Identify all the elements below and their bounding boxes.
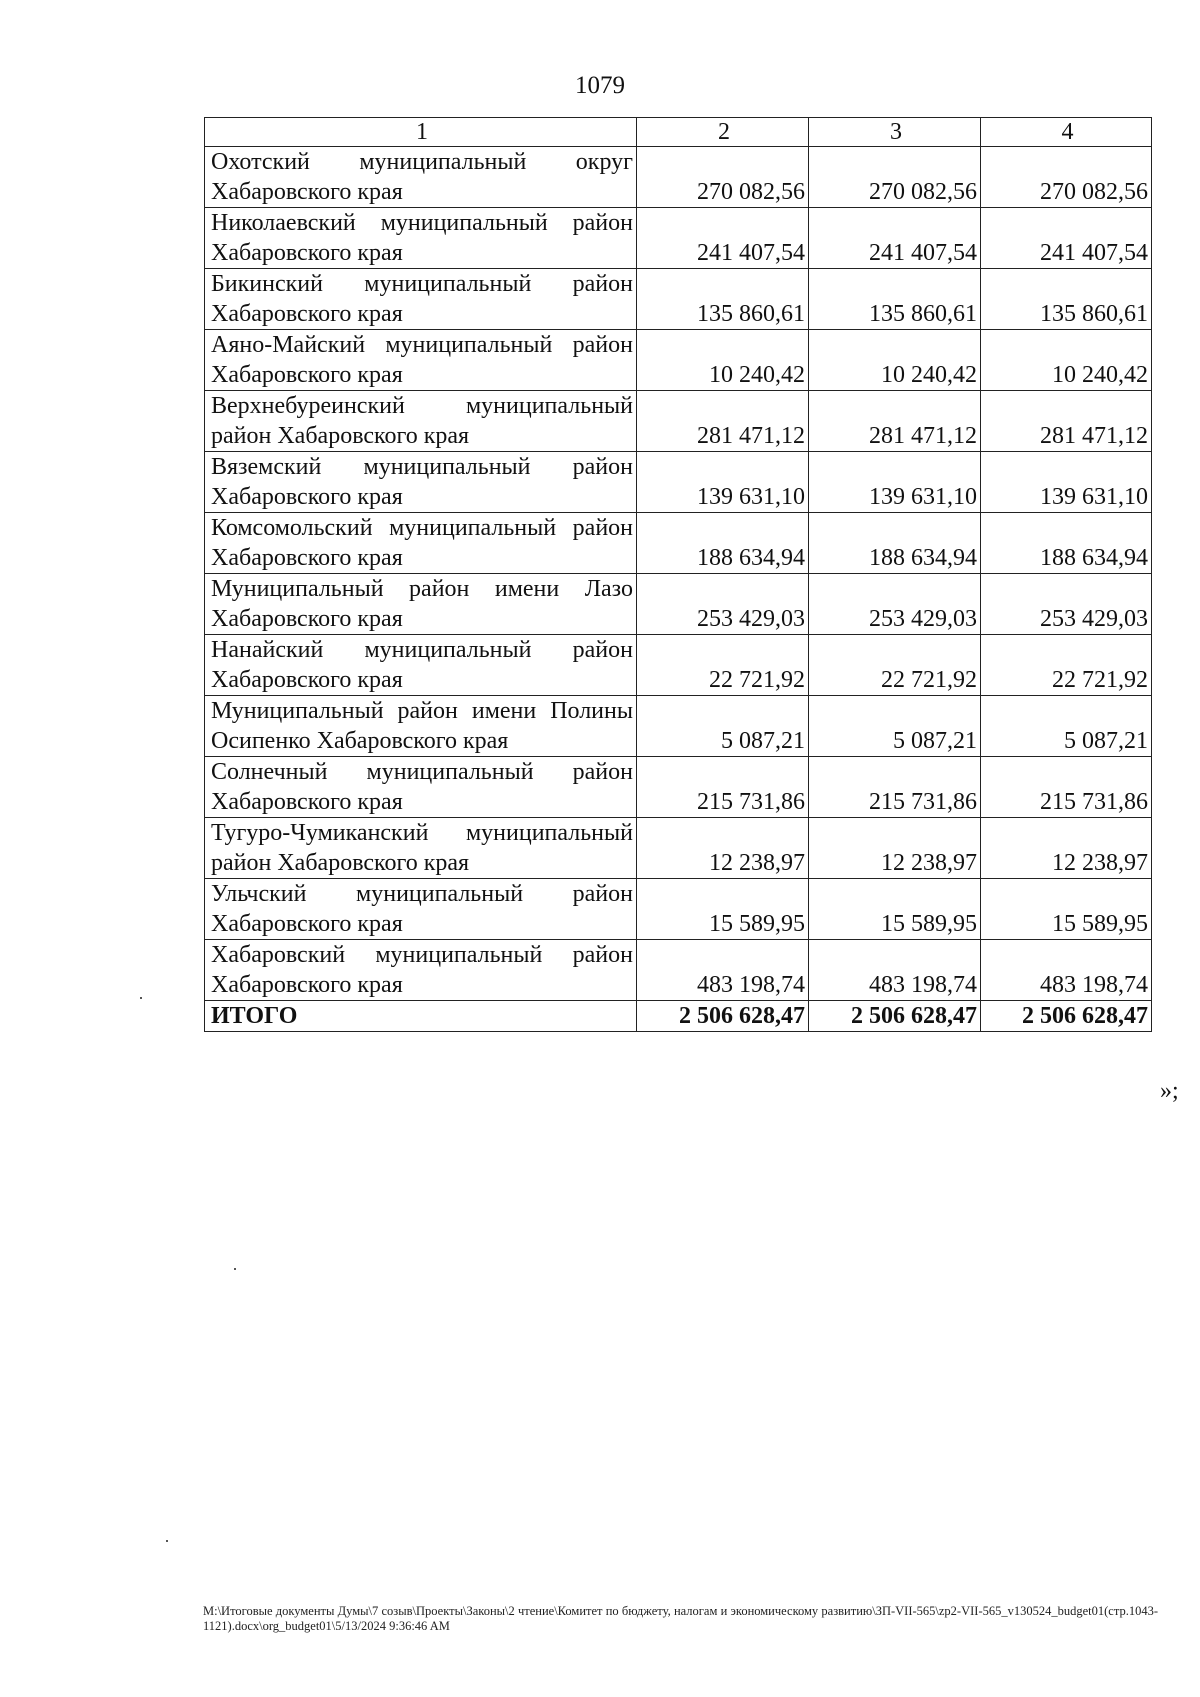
row-value-col3: 15 589,95	[809, 879, 981, 940]
budget-table	[204, 117, 1152, 1032]
row-name: Ульчский муниципальный район Хабаровского края	[205, 879, 637, 940]
row-name: Тугуро-Чумиканский муниципальный район Хабаровского края	[205, 818, 637, 879]
row-value-col4: 22 721,92	[981, 635, 1152, 696]
row-value-col3: 139 631,10	[809, 452, 981, 513]
table-row	[205, 330, 1152, 391]
total-label: ИТОГО	[205, 1001, 637, 1032]
table-header-row	[205, 118, 1152, 147]
column-header-1: 1	[205, 118, 637, 147]
row-value-col2: 10 240,42	[637, 330, 809, 391]
row-name: Аяно-Майский муниципальный район Хабаровского края	[205, 330, 637, 391]
row-name: Вяземский муниципальный район Хабаровского края	[205, 452, 637, 513]
row-value-col2: 253 429,03	[637, 574, 809, 635]
scan-speck	[166, 1540, 168, 1542]
row-name: Муниципальный район имени Лазо Хабаровского края	[205, 574, 637, 635]
row-name: Бикинский муниципальный район Хабаровского края	[205, 269, 637, 330]
page-number: 1079	[575, 72, 625, 99]
column-header-3: 3	[809, 118, 981, 147]
table-row	[205, 452, 1152, 513]
row-value-col3: 22 721,92	[809, 635, 981, 696]
row-value-col2: 241 407,54	[637, 208, 809, 269]
row-value-col3: 270 082,56	[809, 147, 981, 208]
row-value-col4: 281 471,12	[981, 391, 1152, 452]
row-value-col4: 15 589,95	[981, 879, 1152, 940]
row-value-col4: 10 240,42	[981, 330, 1152, 391]
table-row	[205, 757, 1152, 818]
row-value-col4: 215 731,86	[981, 757, 1152, 818]
row-value-col2: 281 471,12	[637, 391, 809, 452]
row-value-col2: 270 082,56	[637, 147, 809, 208]
row-value-col3: 483 198,74	[809, 940, 981, 1001]
total-value-col3: 2 506 628,47	[809, 1001, 981, 1032]
row-value-col3: 281 471,12	[809, 391, 981, 452]
table-row	[205, 818, 1152, 879]
scan-speck	[140, 997, 142, 999]
row-value-col4: 139 631,10	[981, 452, 1152, 513]
total-row	[205, 1001, 1152, 1032]
row-value-col4: 483 198,74	[981, 940, 1152, 1001]
row-value-col3: 215 731,86	[809, 757, 981, 818]
row-value-col2: 22 721,92	[637, 635, 809, 696]
row-name: Комсомольский муниципальный район Хабаровского края	[205, 513, 637, 574]
footer-file-path: M:\Итоговые документы Думы\7 созыв\Проекты\Законы\2 чтение\Комитет по бюджету, налогам и экономическому развитию\ЗП-VII-565\zp2-VII-565_v130524_budget01(стр.1043-1121).docx\org_budget01\5/13/2024 9:36:46 AM	[203, 1604, 1158, 1633]
row-value-col4: 188 634,94	[981, 513, 1152, 574]
table-row	[205, 391, 1152, 452]
row-value-col3: 12 238,97	[809, 818, 981, 879]
row-value-col4: 135 860,61	[981, 269, 1152, 330]
row-name: Солнечный муниципальный район Хабаровского края	[205, 757, 637, 818]
row-value-col3: 135 860,61	[809, 269, 981, 330]
row-value-col3: 188 634,94	[809, 513, 981, 574]
row-value-col4: 241 407,54	[981, 208, 1152, 269]
row-name: Верхнебуреинский муниципальный район Хабаровского края	[205, 391, 637, 452]
row-value-col2: 188 634,94	[637, 513, 809, 574]
row-value-col3: 241 407,54	[809, 208, 981, 269]
table-row	[205, 208, 1152, 269]
row-value-col4: 253 429,03	[981, 574, 1152, 635]
table-row	[205, 574, 1152, 635]
table-row	[205, 147, 1152, 208]
column-header-4: 4	[981, 118, 1152, 147]
row-value-col3: 10 240,42	[809, 330, 981, 391]
table-row	[205, 635, 1152, 696]
scan-speck	[234, 1268, 236, 1270]
row-value-col2: 215 731,86	[637, 757, 809, 818]
row-value-col2: 135 860,61	[637, 269, 809, 330]
total-value-col4: 2 506 628,47	[981, 1001, 1152, 1032]
row-value-col4: 270 082,56	[981, 147, 1152, 208]
column-header-2: 2	[637, 118, 809, 147]
row-value-col4: 12 238,97	[981, 818, 1152, 879]
table-row	[205, 696, 1152, 757]
row-value-col2: 483 198,74	[637, 940, 809, 1001]
row-value-col2: 5 087,21	[637, 696, 809, 757]
row-value-col2: 139 631,10	[637, 452, 809, 513]
row-value-col2: 15 589,95	[637, 879, 809, 940]
row-name: Николаевский муниципальный район Хабаровского края	[205, 208, 637, 269]
closing-quote: »;	[1160, 1078, 1179, 1104]
row-name: Хабаровский муниципальный район Хабаровского края	[205, 940, 637, 1001]
row-name: Охотский муниципальный округ Хабаровского края	[205, 147, 637, 208]
table-row	[205, 940, 1152, 1001]
row-value-col3: 253 429,03	[809, 574, 981, 635]
row-name: Нанайский муниципальный район Хабаровского края	[205, 635, 637, 696]
table-row	[205, 513, 1152, 574]
total-value-col2: 2 506 628,47	[637, 1001, 809, 1032]
table-row	[205, 879, 1152, 940]
row-value-col3: 5 087,21	[809, 696, 981, 757]
row-name: Муниципальный район имени Полины Осипенко Хабаровского края	[205, 696, 637, 757]
table-row	[205, 269, 1152, 330]
row-value-col2: 12 238,97	[637, 818, 809, 879]
row-value-col4: 5 087,21	[981, 696, 1152, 757]
